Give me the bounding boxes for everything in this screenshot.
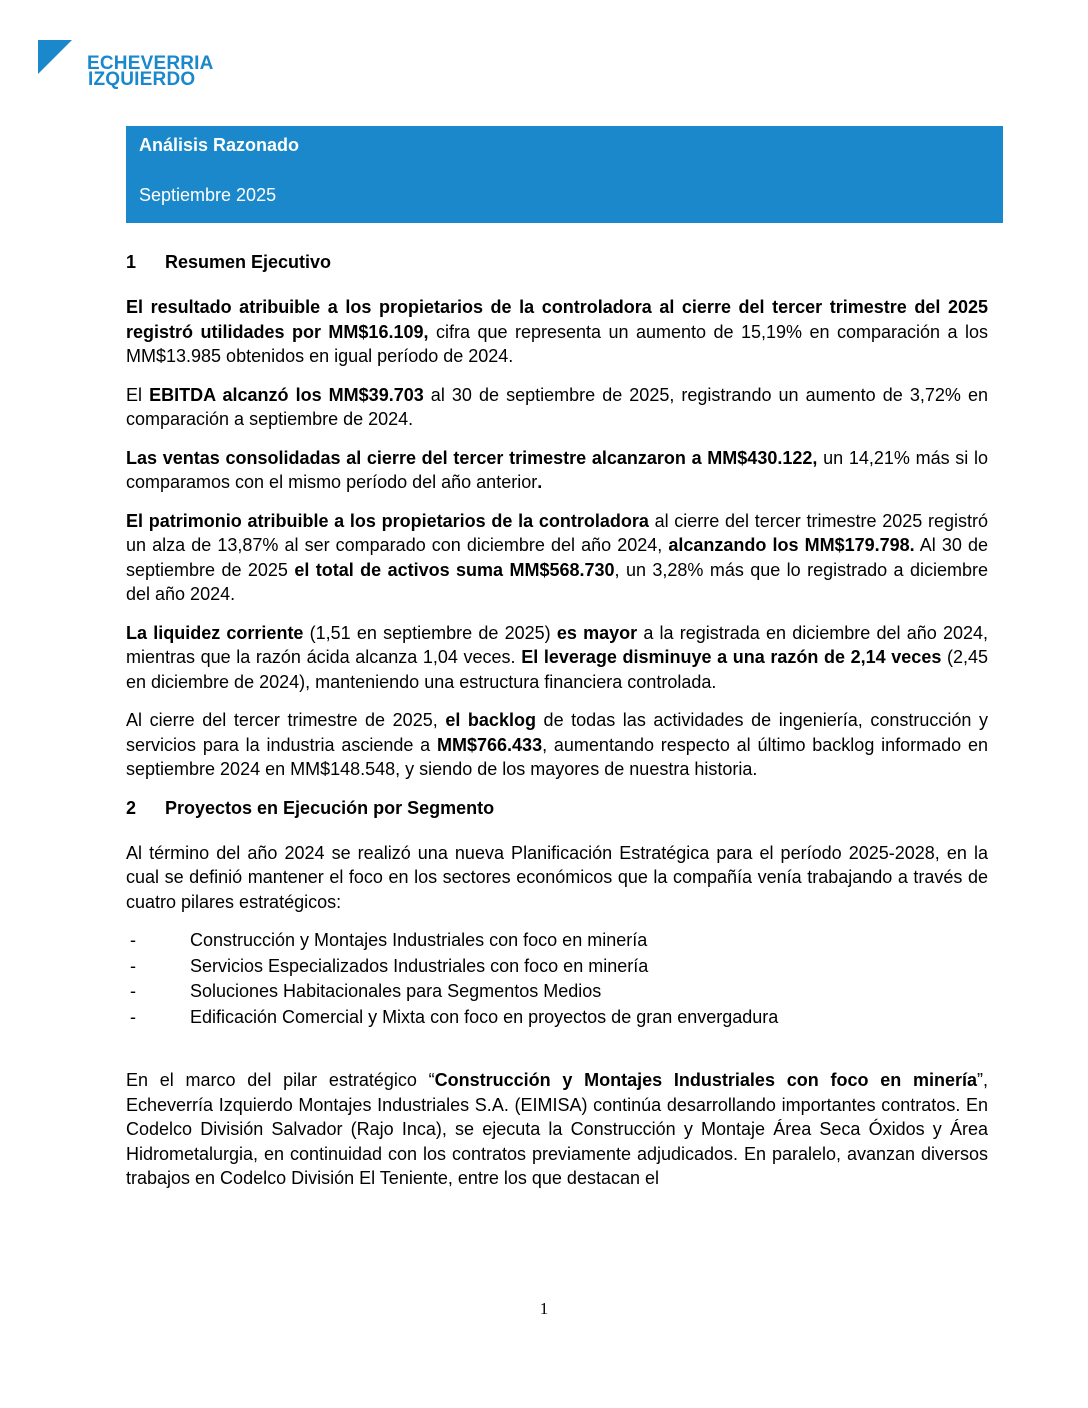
document-body [126,250,988,1205]
dash-bullet-icon: - [130,930,136,950]
text: , un 3,28% más que lo registrado a diciembre del año 2024. [126,559,989,604]
list-item-text: Construcción y Montajes Industriales con foco en minería [190,930,648,950]
bold-text: es mayor [556,622,638,643]
text: cifra que representa un aumento de 15,19% en comparación a los MM$13.985 obtenidos en igual período de 2024. [126,321,988,366]
text: (2,45 en diciembre de 2024), manteniendo una estructura financiera controlada. [126,647,988,692]
bold-text: el backlog [445,710,536,730]
list-item [126,928,988,954]
bold-text: alcanzando los MM$179.798. [668,535,915,555]
list-item [126,954,988,980]
dash-bullet-icon: - [130,955,136,976]
report-banner [126,126,1003,223]
bold-text: EBITDA alcanzó los MM$39.703 [149,384,424,405]
bold-text: Construcción y Montajes Industriales con foco en minería [434,1070,977,1090]
bold-text: Las ventas consolidadas al cierre del tercer trimestre alcanzaron a MM$430.122, [126,447,818,468]
section-number: 1 [126,252,137,272]
text: de todas las actividades de ingeniería, construcción y servicios para la industria asciende a [126,710,988,755]
text: a la registrada en diciembre del año 2024, mientras que la razón ácida alcanza 1,04 veces. [126,622,988,667]
section-title: Resumen Ejecutivo [165,252,332,272]
bold-text: El patrimonio atribuible a los propietarios de la controladora [126,510,649,531]
company-logo [38,40,238,96]
dash-bullet-icon: - [130,981,136,1001]
list-item-text: Servicios Especializados Industriales con foco en minería [190,955,649,976]
logo-wordmark [87,53,214,90]
bold-text: El resultado atribuible a los propietarios de la controladora al cierre del tercer trimestre del 2025 registró utilidades por MM$16.109, [126,297,988,342]
bold-text: La liquidez corriente [126,622,304,643]
report-title: Análisis Razonado [139,135,300,155]
text: un 14,21% más si lo comparamos con el mismo período del año anterior [126,447,989,492]
summary-paragraph [126,621,988,695]
text: ”, Echeverría Izquierdo Montajes Industriales S.A. (EIMISA) continúa desarrollando importantes contratos. En Codelco División Salvador (Rajo Inca), se ejecuta la Construcción y Montaje Área Seca Óxidos y Área Hidrometalurgia, en continuidad con los contratos previamente adjudicados. En paralelo, avanzan diversos trabajos en Codelco División El Teniente, entre los que destacan el [126,1070,988,1188]
summary-paragraph [126,708,988,782]
section-1-paragraphs [126,295,988,782]
text: En el marco del pilar estratégico “ [126,1070,435,1090]
bold-text: MM$766.433 [437,734,543,755]
logo-line-2: IZQUIERDO [88,69,196,90]
section-1-heading [126,250,988,274]
summary-paragraph [126,509,988,607]
dash-bullet-icon: - [130,1006,136,1027]
bold-text: el total de activos suma MM$568.730 [294,559,615,580]
logo-line-1: ECHEVERRIA [87,53,214,74]
list-item [126,1005,988,1031]
section-number: 2 [126,797,137,818]
bold-text: . [537,472,543,492]
list-item-text: Soluciones Habitacionales para Segmentos Medios [190,981,602,1001]
bold-text: El leverage disminuye a una razón de 2,14 veces [521,647,942,667]
list-item [126,979,988,1005]
text: Al 30 de septiembre de 2025 [126,535,988,580]
text: Al cierre del tercer trimestre de 2025, [126,710,446,730]
summary-paragraph [126,446,988,495]
report-period: Septiembre 2025 [139,185,277,205]
section-2-closing-paragraph [126,1068,988,1191]
triangle-logo-icon [38,40,72,74]
section-2-heading [126,796,988,820]
text: El [126,384,150,405]
text: (1,51 en septiembre de 2025) [303,622,557,643]
summary-paragraph [126,383,988,432]
summary-paragraph [126,295,988,369]
text: al 30 de septiembre de 2025, registrando un aumento de 3,72% en comparación a septiembre de 2024. [126,384,988,429]
text: , aumentando respecto al último backlog informado en septiembre 2024 en MM$148.548, y siendo de los mayores de nuestra historia. [126,734,989,779]
list-item-text: Edificación Comercial y Mixta con foco en proyectos de gran envergadura [190,1006,779,1027]
pillars-list [126,928,988,1030]
text: al cierre del tercer trimestre 2025 registró un alza de 13,87% al ser comparado con diciembre del año 2024, [126,510,988,555]
page-number: 1 [539,1299,549,1318]
section-title: Proyectos en Ejecución por Segmento [165,797,495,818]
section-2-intro: Al término del año 2024 se realizó una nueva Planificación Estratégica para el período 2025-2028, en la cual se definió mantener el foco en los sectores económicos que la compañía venía trabajando a través de cuatro pilares estratégicos: [126,842,988,912]
